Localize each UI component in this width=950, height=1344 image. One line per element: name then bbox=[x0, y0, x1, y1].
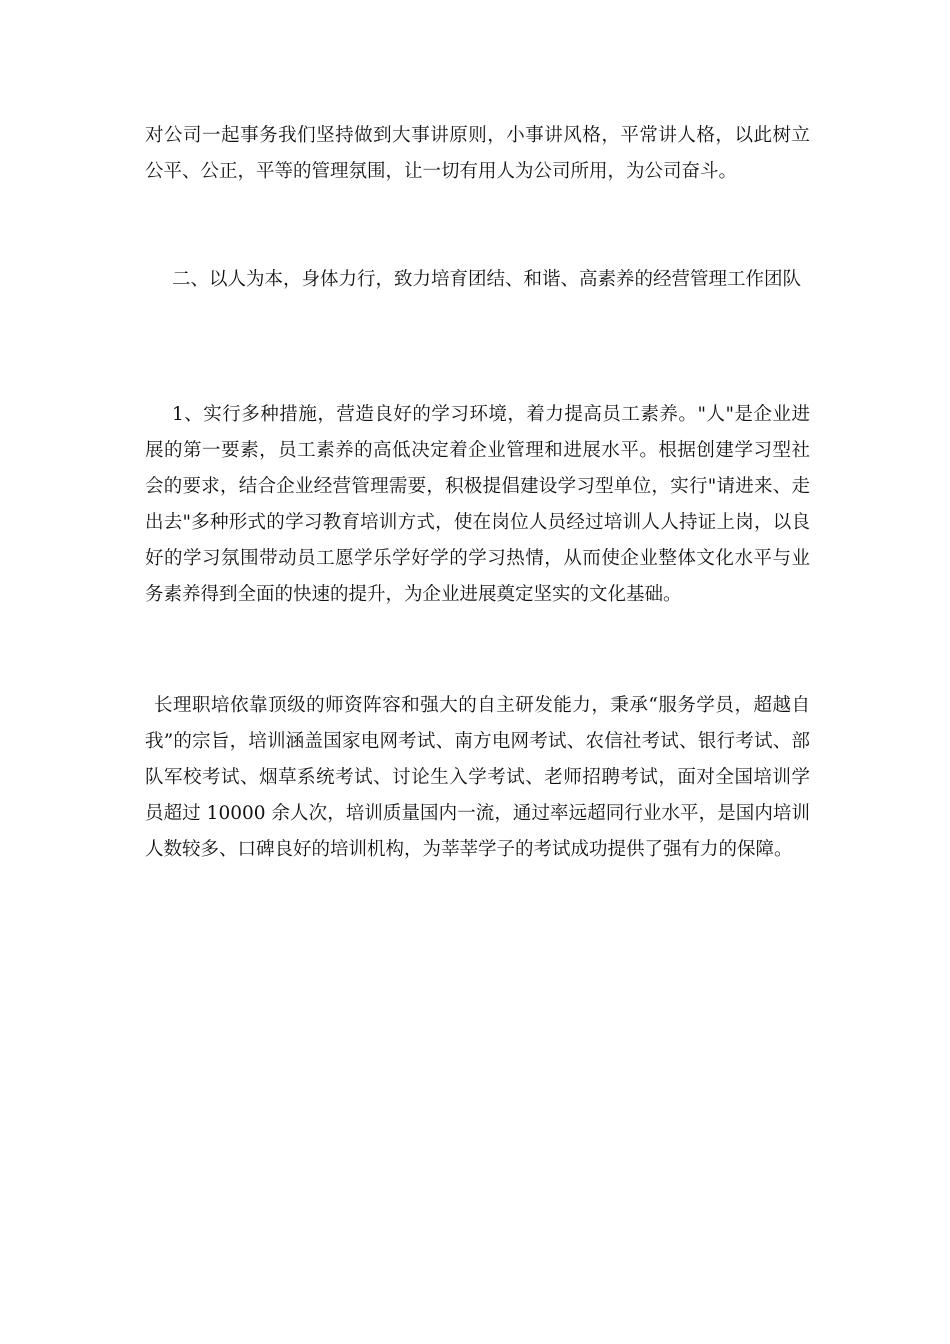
section-heading-two: 二、以人为本，身体力行，致力培育团结、和谐、高素养的经营管理工作团队 bbox=[172, 269, 802, 290]
paragraph-training-institution: 长理职培依靠顶级的师资阵容和强大的自主研发能力，秉承“服务学员，超越自我”的宗旨，培训涵盖国家电网考试、南方电网考试、农信社考试、银行考试、部队军校考试、烟草系统考试、讨论生入学考试、老师招聘考试，面对全国培训学员超过 10000 余人次，培训质量国内一流，通过率远超同行业水平，是国内培训人数较多、口碑良好的培训机构，为莘莘学子的考试成功提供了强有力的保障。 bbox=[145, 695, 810, 860]
paragraph-management-principles: 对公司一起事务我们坚持做到大事讲原则，小事讲风格，平常讲人格，以此树立公平、公正，平等的管理氛围，让一切有用人为公司所用，为公司奋斗。 bbox=[145, 125, 810, 182]
paragraph-learning-environment: 1、实行多种措施，营造良好的学习环境，着力提高员工素养。"人"是企业进展的第一要素，员工素养的高低决定着企业管理和进展水平。根据创建学习型社会的要求，结合企业经营管理需要，积极提倡建设学习型单位，实行"请进来、走出去"多种形式的学习教育培训方式，使在岗位人员经过培训人人持证上岗，以良好的学习氛围带动员工愿学乐学好学的学习热情，从而使企业整体文化水平与业务素养得到全面的快速的提升，为企业进展奠定坚实的文化基础。 bbox=[145, 404, 810, 605]
